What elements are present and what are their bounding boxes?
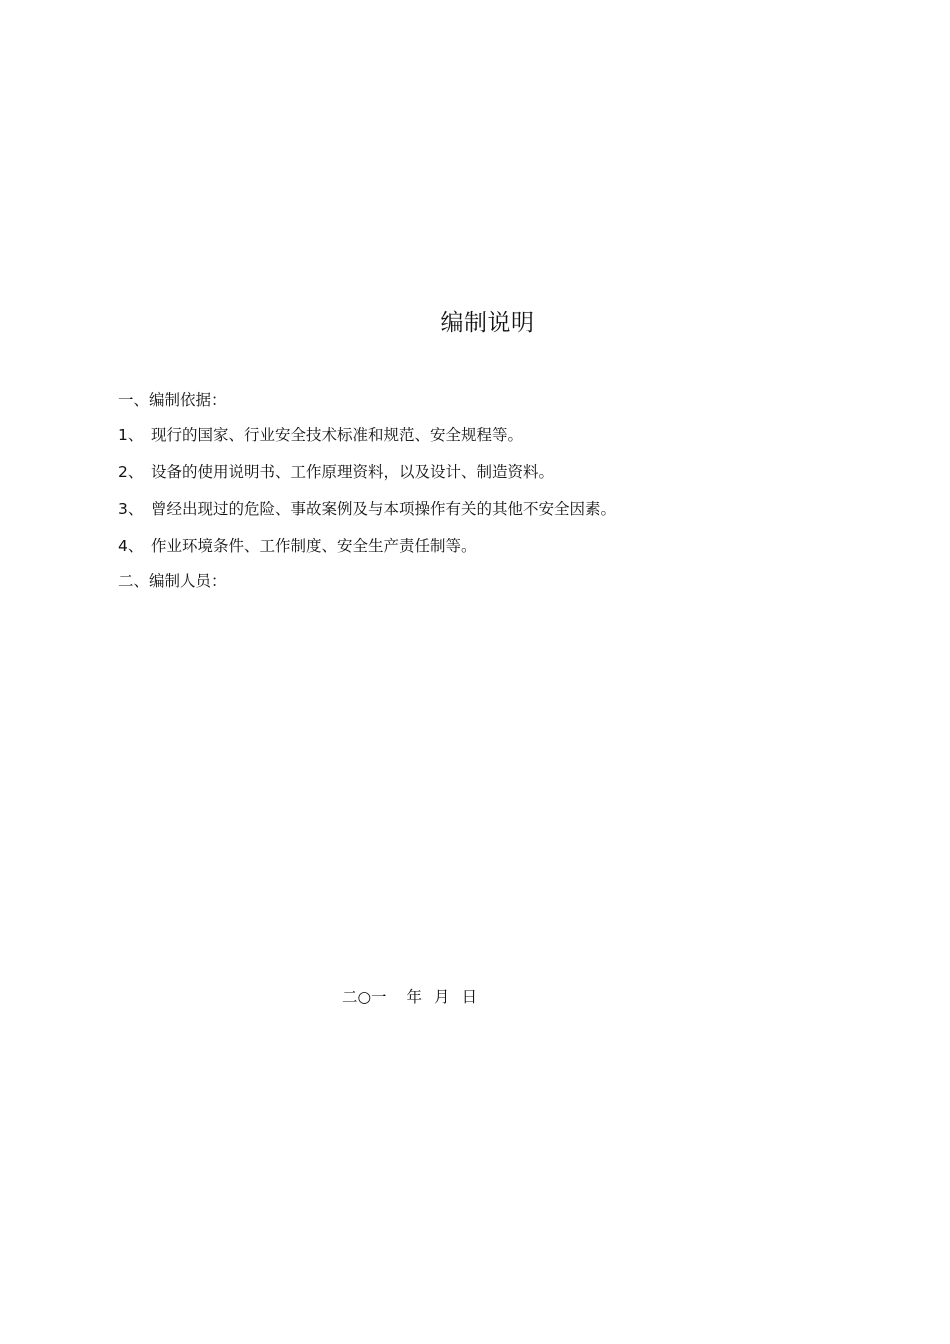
section-heading-authors: 二、编制人员：	[118, 572, 227, 590]
list-item-text: 曾经出现过的危险、事故案例及与本项操作有关的其他不安全因素。	[151, 500, 617, 518]
list-item-text: 设备的使用说明书、工作原理资料，以及设计、制造资料。	[151, 463, 555, 481]
date-year-unit: 年	[406, 988, 423, 1006]
list-item-number: 2、	[118, 463, 144, 481]
list-item-number: 1、	[118, 426, 144, 444]
section-heading-basis: 一、编制依据：	[118, 391, 227, 409]
date-year-prefix: 二○一	[342, 988, 387, 1006]
list-item-text: 作业环境条件、工作制度、安全生产责任制等。	[151, 537, 477, 555]
list-item	[118, 498, 616, 520]
list-item	[118, 535, 477, 557]
list-item-text: 现行的国家、行业安全技术标准和规范、安全规程等。	[151, 426, 524, 444]
list-item	[118, 424, 523, 446]
list-item-number: 3、	[118, 500, 144, 518]
list-item	[118, 461, 554, 483]
date-line	[342, 986, 477, 1008]
date-day-unit: 日	[461, 988, 478, 1006]
list-item-number: 4、	[118, 537, 144, 555]
date-month-unit: 月	[434, 988, 450, 1006]
page-title: 编制说明	[440, 310, 535, 336]
